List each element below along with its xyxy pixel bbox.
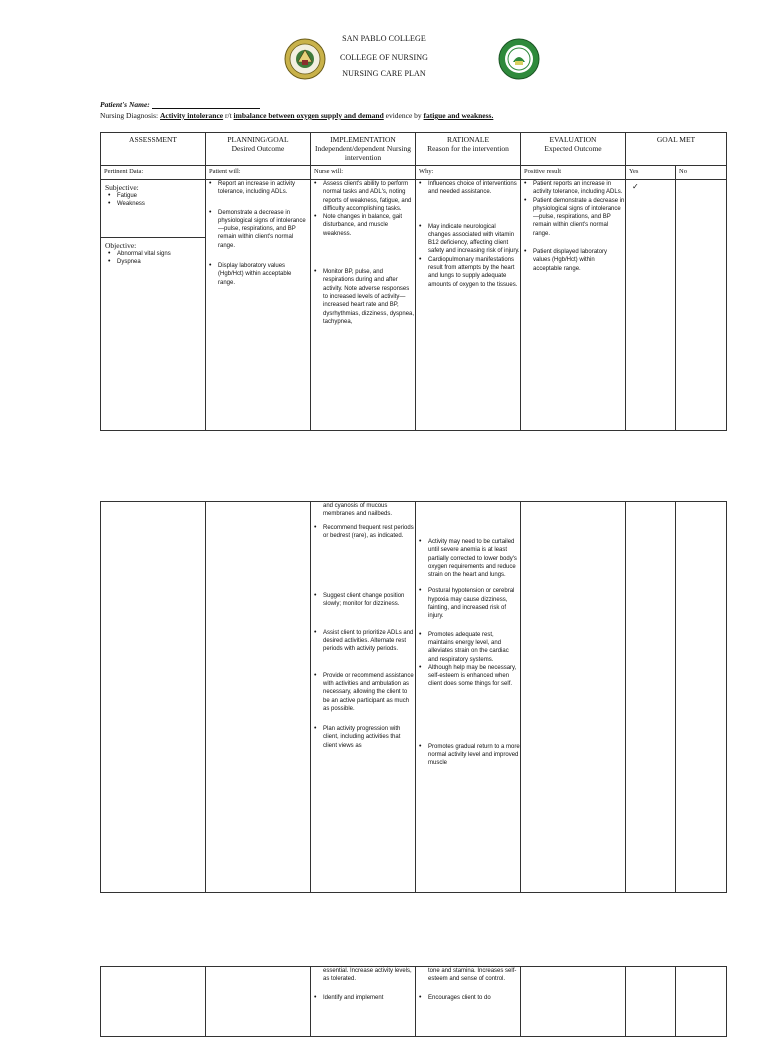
assessment-subheader: Pertinent Data: xyxy=(101,166,206,180)
list-item: • Fatigue xyxy=(117,192,201,200)
evaluation-cell xyxy=(521,502,626,893)
list-item: • Demonstrate a decrease in physiological signs of intolerance—pulse, respirations, and BP remain within client's normal range. xyxy=(218,209,310,250)
diagnosis-label: Nursing Diagnosis: xyxy=(100,111,159,120)
list-item: • Encourages client to do xyxy=(428,994,520,1002)
list-item: • Assist client to prioritize ADLs and desired activities. Alternate rest periods with activity periods. xyxy=(323,629,415,654)
goal-met-no-cell xyxy=(676,502,727,893)
planning-header: PLANNING/GOAL Desired Outcome xyxy=(206,133,311,166)
list-item: • Weakness xyxy=(117,200,201,208)
objective-section xyxy=(101,238,205,269)
list-item: • Promotes gradual return to a more normal activity level and improved muscle xyxy=(428,743,520,768)
goal-met-header: GOAL MET xyxy=(626,133,727,166)
list-item: • Cardiopulmonary manifestations result from attempts by the heart and lungs to supply adequate amounts of oxygen to the tissues. xyxy=(428,256,520,289)
planning-cell xyxy=(206,967,311,1037)
diagnosis-problem: Activity intolerance xyxy=(160,111,224,120)
list-item: • Patient reports an increase in activity tolerance, including ADLs. xyxy=(533,180,625,197)
list-item: • Abnormal vital signs xyxy=(117,250,201,258)
diagnosis-evidence: fatigue and weakness. xyxy=(423,111,494,120)
care-plan-table-page-3 xyxy=(100,966,727,1037)
implementation-cell xyxy=(311,180,416,431)
assessment-cell xyxy=(101,180,206,431)
patient-name-field xyxy=(100,100,260,109)
patient-name-label: Patient's Name: xyxy=(100,100,150,109)
subjective-label: Subjective: xyxy=(105,183,139,192)
list-item: • Report an increase in activity tolerance, including ADLs. xyxy=(218,180,310,197)
nursing-seal-logo xyxy=(498,38,540,80)
goal-met-no-subheader: No xyxy=(676,166,727,180)
evaluation-header: EVALUATION Expected Outcome xyxy=(521,133,626,166)
list-item: • Assess client's ability to perform normal tasks and ADL's, noting reports of weakness, fatigue, and difficulty accomplishing tasks. xyxy=(323,180,415,213)
list-item: • Display laboratory values (Hgb/Hct) within acceptable range. xyxy=(218,262,310,287)
list-item: • Identify and implement xyxy=(323,994,415,1002)
continuation-text: essential. Increase activity levels, as tolerated. xyxy=(323,968,412,983)
goal-met-yes-cell xyxy=(626,967,676,1037)
planning-subheader: Patient will: xyxy=(206,166,311,180)
list-item: • Patient demonstrate a decrease in physiological signs of intolerance—pulse, respirations, and BP remain within client's normal range. xyxy=(533,197,625,238)
rationale-cell xyxy=(416,180,521,431)
implementation-cell xyxy=(311,967,416,1037)
document-title: NURSING CARE PLAN xyxy=(342,69,426,78)
list-item: • Recommend frequent rest periods or bedrest (rare), as indicated. xyxy=(323,524,415,541)
list-item: • Activity may need to be curtailed until severe anemia is at least partially corrected to lower body's oxygen requirements and reduce strain on the heart and lungs. xyxy=(428,538,520,579)
goal-met-yes-subheader: Yes xyxy=(626,166,676,180)
goal-met-yes-cell xyxy=(626,502,676,893)
evaluation-subheader: Positive result xyxy=(521,166,626,180)
planning-cell xyxy=(206,502,311,893)
college-name: SAN PABLO COLLEGE xyxy=(342,34,426,43)
care-plan-table-page-1 xyxy=(100,132,727,431)
nursing-diagnosis xyxy=(100,111,493,120)
diagnosis-cause: imbalance between oxygen supply and demand xyxy=(233,111,384,120)
list-item: • Promotes adequate rest, maintains energy level, and alleviates strain on the cardiac and respiratory systems. xyxy=(428,631,520,664)
assessment-header: ASSESSMENT xyxy=(101,133,206,166)
list-item: • Dyspnea xyxy=(117,258,201,266)
diagnosis-rt: r/t xyxy=(224,111,232,120)
evaluation-cell xyxy=(521,967,626,1037)
rationale-cell xyxy=(416,967,521,1037)
assessment-cell xyxy=(101,502,206,893)
department-name: COLLEGE OF NURSING xyxy=(339,53,429,62)
rationale-cell xyxy=(416,502,521,893)
diagnosis-evidence-label: evidence by xyxy=(385,111,422,120)
implementation-cell xyxy=(311,502,416,893)
objective-label: Objective: xyxy=(105,241,137,250)
list-item: • May indicate neurological changes associated with vitamin B12 deficiency, affecting client safety and increasing risk of injury. xyxy=(428,223,520,256)
list-item: • Influences choice of interventions and needed assistance. xyxy=(428,180,520,197)
goal-met-no-cell xyxy=(676,180,727,431)
document-header xyxy=(0,0,768,100)
list-item: • Provide or recommend assistance with activities and ambulation as necessary, allowing the client to be an active participant as much as possible. xyxy=(323,672,415,713)
list-item: • Patient displayed laboratory values (Hgb/Hct) within acceptable range. xyxy=(533,248,625,273)
evaluation-cell xyxy=(521,180,626,431)
goal-met-yes-cell xyxy=(626,180,676,431)
continuation-text: and cyanosis of mucous membranes and nailbeds. xyxy=(323,503,393,518)
list-item: • Note changes in balance, gait disturbance, and muscle weakness. xyxy=(323,213,415,238)
check-mark: ✓ xyxy=(632,182,639,191)
planning-cell xyxy=(206,180,311,431)
implementation-subheader: Nurse will: xyxy=(311,166,416,180)
implementation-header: IMPLEMENTATION Independent/dependent Nursing intervention xyxy=(311,133,416,166)
goal-met-no-cell xyxy=(676,967,727,1037)
assessment-cell xyxy=(101,967,206,1037)
rationale-subheader: Why: xyxy=(416,166,521,180)
continuation-text: tone and stamina. Increases self-esteem and sense of control. xyxy=(428,968,517,983)
rationale-header: RATIONALE Reason for the intervention xyxy=(416,133,521,166)
list-item: • Postural hypotension or cerebral hypoxia may cause dizziness, fainting, and increased risk of injury. xyxy=(428,587,520,620)
list-item: • Although help may be necessary, self-esteem is enhanced when client does some things for self. xyxy=(428,664,520,689)
list-item: • Monitor BP, pulse, and respirations during and after activity. Note adverse responses to increased levels of activity—increased heart rate and BP, dysrhythmias, dizziness, dyspnea, tachypnea, xyxy=(323,268,415,326)
patient-name-blank xyxy=(152,101,260,109)
list-item: • Suggest client change position slowly; monitor for dizziness. xyxy=(323,592,415,609)
list-item: • Plan activity progression with client, including activities that client views as xyxy=(323,725,415,750)
subjective-section xyxy=(101,180,205,238)
care-plan-table-page-2 xyxy=(100,501,727,893)
